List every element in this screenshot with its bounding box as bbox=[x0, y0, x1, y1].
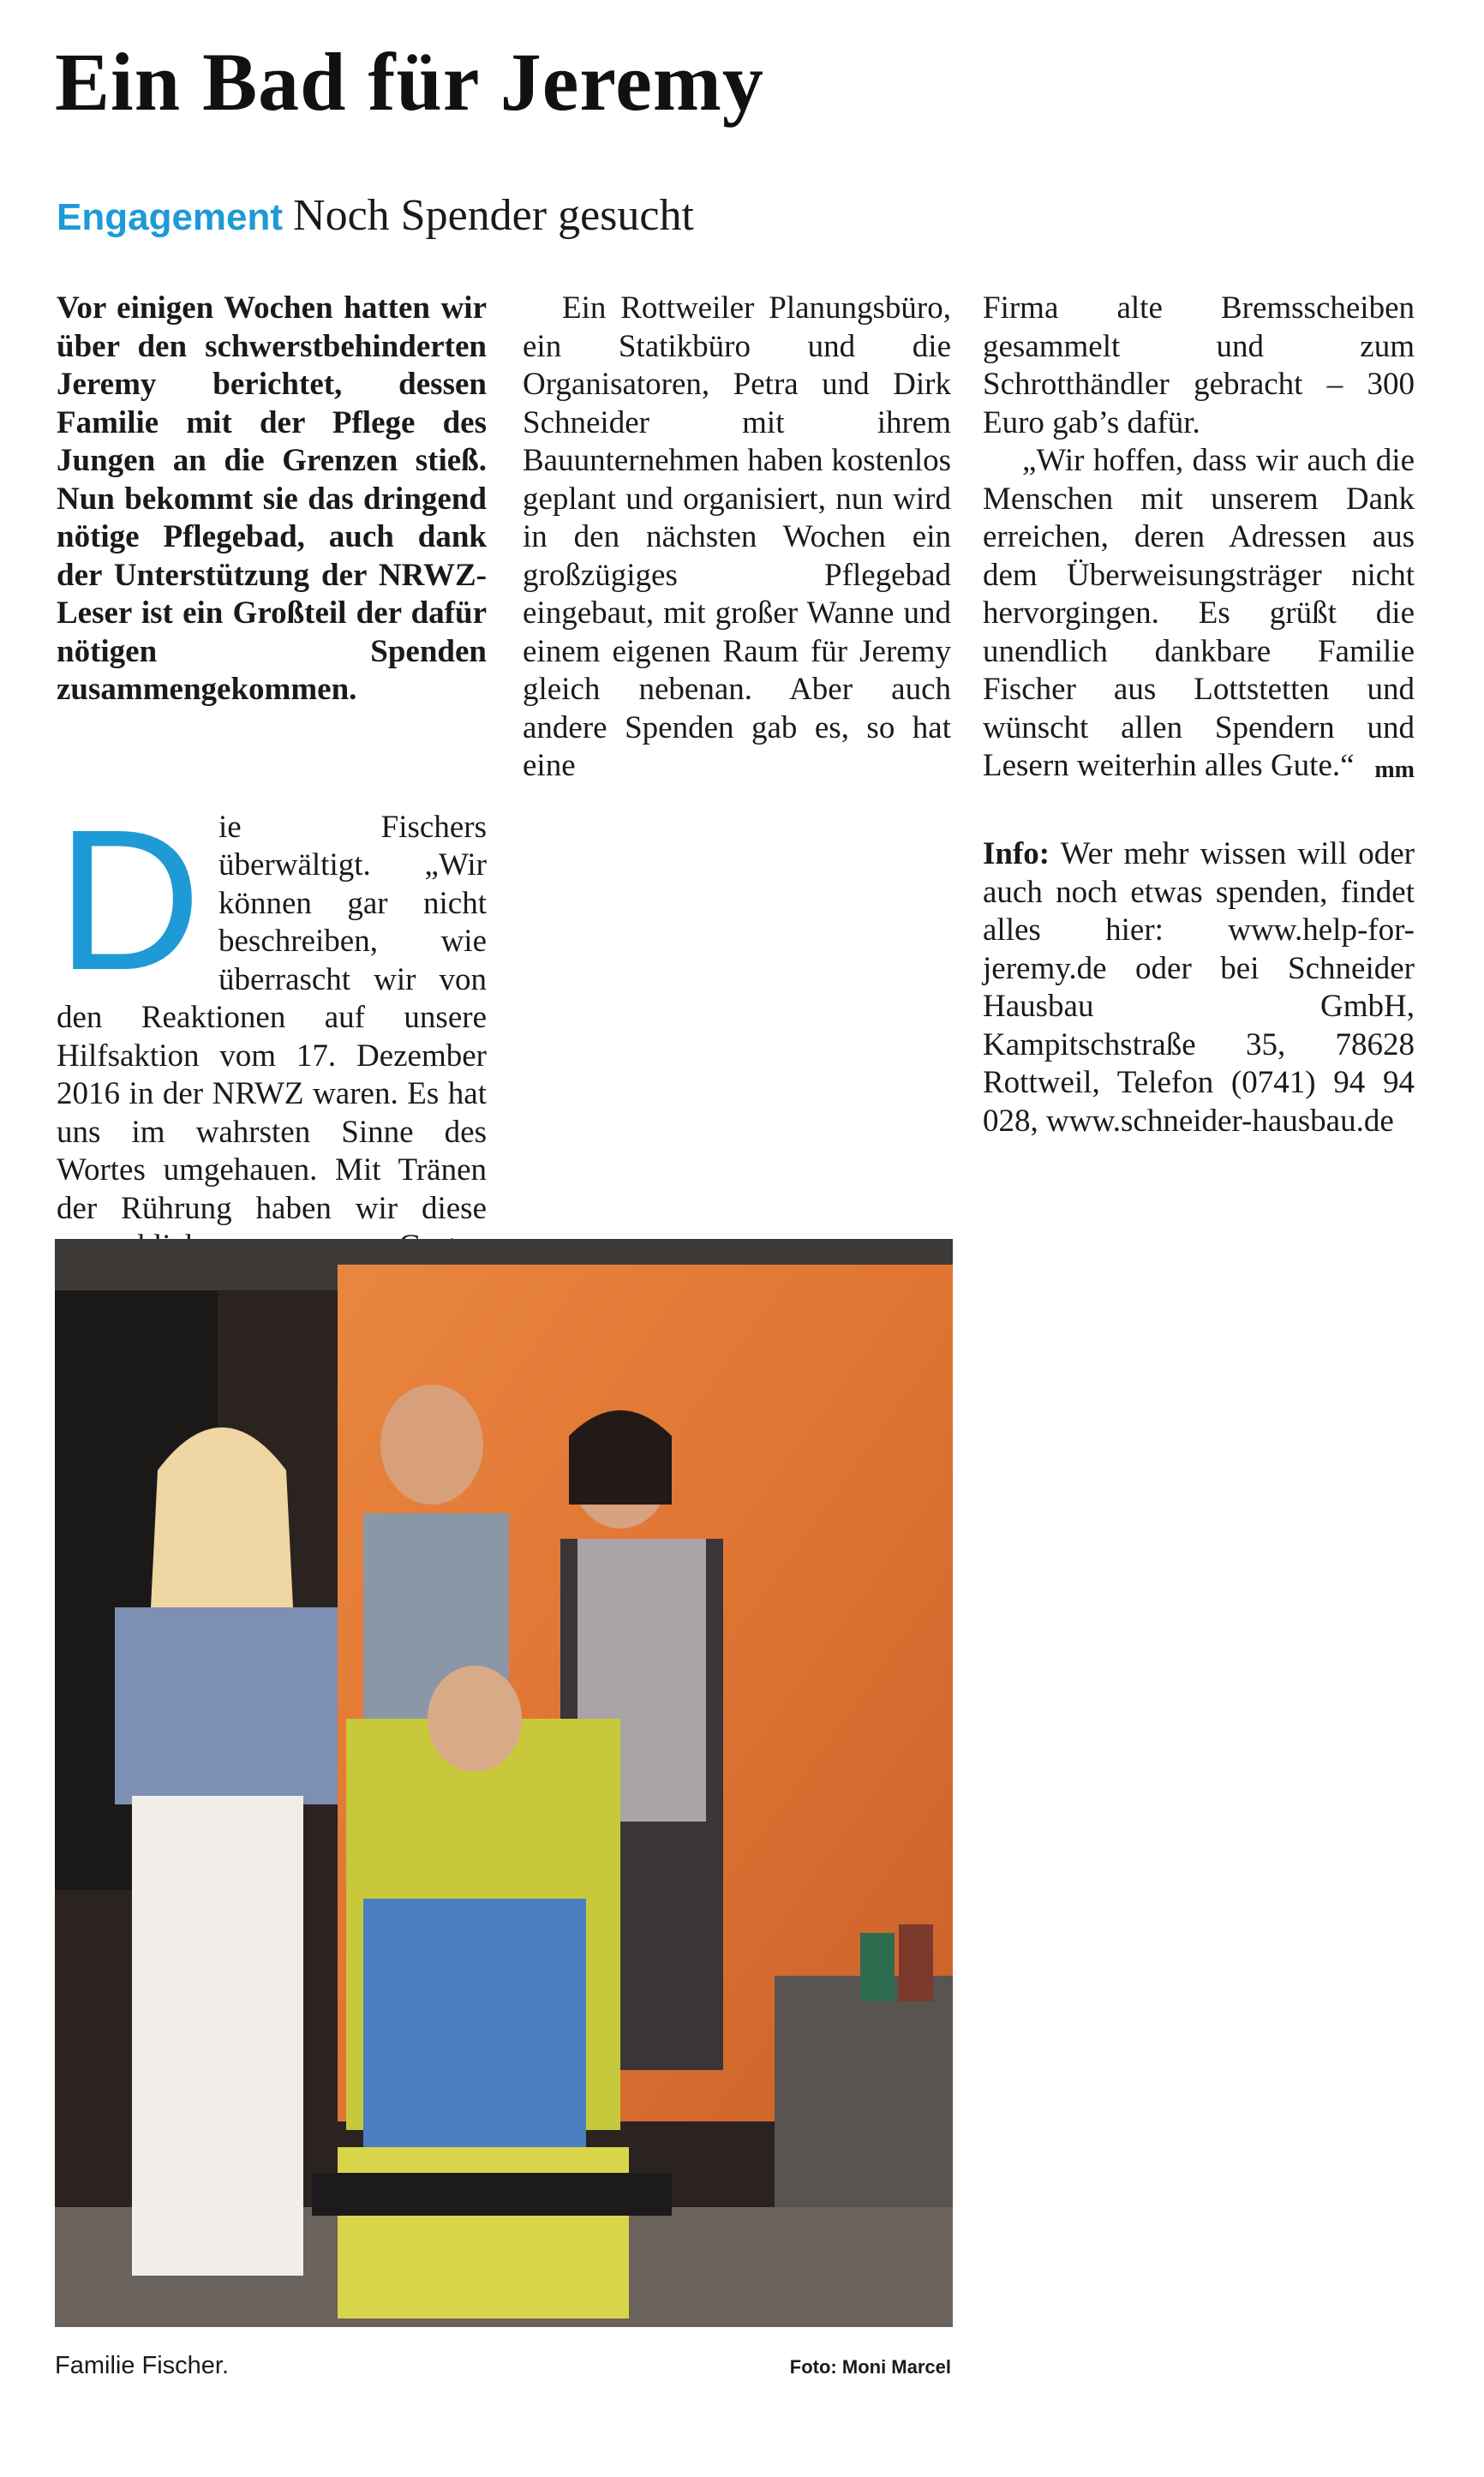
kicker: Engagement bbox=[57, 196, 284, 238]
body-paragraph-1-text: ie Fischers überwältigt. „Wir können gar nicht beschreiben, wie überrascht wir von den Reaktionen auf unsere Hilfsaktion vom 17. Dezember 2016 in der NRWZ waren. Es hat uns im wahrsten Sinne des Wortes umgehauen. Mit Tränen der Rührung haben wir diese bbox=[57, 809, 487, 1226]
column-3 bbox=[983, 290, 1415, 1140]
body-paragraph-4: „Wir hoffen, dass wir auch die Menschen mit unserem Dank erreichen, deren Adressen aus dem Überweisungsträger nicht hervorgingen. Es grüßt die unendlich dankbare Familie Fischer aus Lottstetten und wünscht allen Spendern und Lesern weiterhin alles Gute.“ bbox=[983, 443, 1415, 783]
lead-paragraph: Vor einigen Wochen hatten wir über den schwerstbehinderten Jeremy berichtet, dessen Familie mit der Pflege des Jungen an die Grenzen stieß. Nun bekommt sie das dringend nötige Pflegebad, auch dank der Unterstützung der NRWZ-Leser ist ein Großteil der dafür nötigen Spenden zusammengekommen. bbox=[57, 290, 487, 707]
author-signature: mm bbox=[1374, 756, 1415, 783]
info-text: Wer mehr wissen will oder auch noch etwas spenden, findet alles hier: www.help-for-jeremy.de oder bei Schneider Hausbau GmbH, Kampitschstraße 35, 78628 Rottweil, Telefon (0741) 94 94 028, www.schneider-hausbau.de bbox=[983, 836, 1415, 1139]
subtitle: Noch Spender gesucht bbox=[293, 191, 694, 240]
info-box bbox=[983, 835, 1415, 1140]
body-paragraph-2: Ein Rottweiler Planungsbüro, ein Statikbüro und die Organisatoren, Petra und Dirk Schneider mit ihrem Bauunternehmen haben kostenlos geplant und organisiert, nun wird in den nächsten Wochen ein großzügiges Pflegebad eingebaut, mit großer Wanne und einem eigenen Raum für Jeremy gleich nebenan. Aber auch andere Spenden gab es, so hat eine bbox=[523, 290, 951, 783]
body-paragraph-3: Firma alte Bremsscheiben gesammelt und zum Schrotthändler gebracht – 300 Euro gab’s dafür. bbox=[983, 290, 1415, 440]
photo-credit: Foto: Moni Marcel bbox=[789, 2356, 951, 2378]
info-label: Info: bbox=[983, 836, 1050, 871]
column-2 bbox=[523, 290, 951, 786]
subline bbox=[57, 190, 694, 241]
photo-caption: Familie Fischer. bbox=[55, 2352, 230, 2379]
family-photo bbox=[55, 1239, 953, 2327]
headline: Ein Bad für Jeremy bbox=[55, 36, 764, 128]
drop-cap: D bbox=[57, 787, 201, 1012]
family-photo-illustration bbox=[55, 1239, 953, 2327]
